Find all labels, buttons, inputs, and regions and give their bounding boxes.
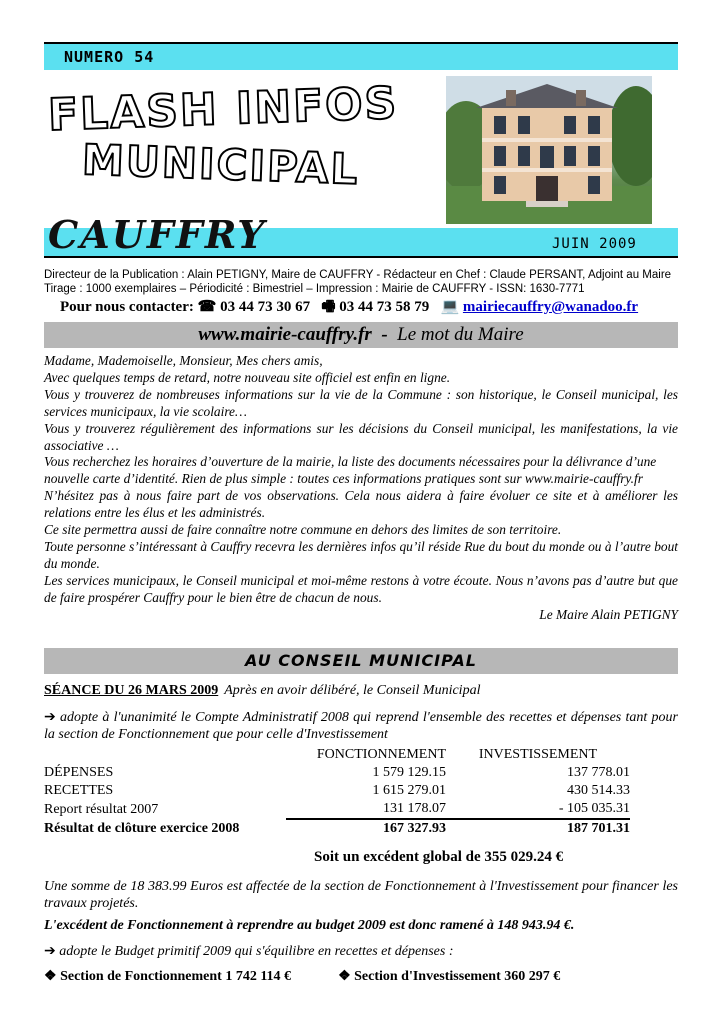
conseil-heading: [44, 648, 678, 674]
total-fonctionnement: 167 327.93: [286, 819, 446, 838]
letter-paragraph: Avec quelques temps de retard, notre nouveau site officiel est enfin en ligne.: [44, 369, 451, 385]
adopt-compte-administratif: [44, 709, 678, 743]
mot-du-maire-heading: [44, 322, 678, 348]
contact-label: Pour nous contacter:: [60, 299, 194, 315]
global-surplus: Soit un excédent global de 355 029.24 €: [314, 849, 564, 865]
seance-label: SÉANCE DU 26 MARS 2009: [44, 683, 219, 698]
letter-paragraph: Vous y trouverez régulièrement des informations sur les décisions du Conseil municipal, les manifestations, la vie associative …: [44, 420, 678, 453]
letter-paragraph: Madame, Mademoiselle, Monsieur, Mes chers amis,: [44, 353, 323, 368]
letter-paragraph: Vous recherchez les horaires d’ouverture de la mairie, la liste des documents nécessaires pour la délivrance d’une nouvelle carte d’identité. Rien de plus simple : toutes ces informations pratiques sont sur www.mairie-cauffry.fr: [44, 454, 657, 487]
letter-paragraph: Toute personne s’intéressant à Cauffry recevra les dernières infos qu’il réside Rue du bout du monde ou à l’autre bout du monde.: [44, 538, 678, 571]
heading-separator: -: [381, 324, 388, 345]
conseil-heading-text: AU CONSEIL MUNICIPAL: [245, 651, 477, 670]
budget-sections: [44, 968, 560, 985]
row-label: DÉPENSES: [44, 765, 114, 780]
seance-line: [44, 683, 480, 699]
surplus-note: L'excédent de Fonctionnement à reprendre au budget 2009 est donc ramené à 148 943.94 €.: [44, 918, 575, 933]
issue-date: JUIN 2009: [552, 236, 637, 252]
letter-paragraph: N’hésitez pas à nous faire part de vos observations. Cela nous aidera à faire évoluer ce site et à améliorer les relations entre les élus et les administrés.: [44, 488, 678, 521]
table-header-row: [44, 746, 630, 764]
cell-investissement: 430 514.33: [567, 783, 630, 798]
col-header-investissement: INVESTISSEMENT: [478, 747, 598, 762]
total-label: Résultat de clôture exercice 2008: [44, 820, 240, 836]
seance-text: Après en avoir délibéré, le Conseil Municipal: [224, 683, 481, 698]
fax-number: 03 44 73 58 79: [339, 299, 430, 315]
table-row: [44, 764, 630, 782]
site-url[interactable]: www.mairie-cauffry.fr: [198, 324, 372, 345]
table-row: [44, 800, 630, 819]
diamond-icon: ❖: [44, 969, 57, 984]
cell-investissement: 137 778.01: [567, 765, 630, 780]
heading-title: Le mot du Maire: [397, 324, 524, 345]
masthead-title-line1: FLASH INFOS: [47, 77, 400, 142]
cell-fonctionnement: 1 579 129.15: [372, 765, 446, 780]
phone-icon: ☎: [197, 299, 217, 315]
letter-paragraph: Vous y trouverez de nombreuses informations sur la vie de la Commune : son historique, le Conseil municipal, les services municipaux, la vie scolaire…: [44, 386, 678, 419]
publication-print-info: Tirage : 1000 exemplaires – Périodicité : Bimestriel – Impression : Mairie de CAUFFRY - ISSN: 1630-7771: [44, 283, 585, 295]
town-name: CAUFFRY: [48, 212, 267, 257]
cell-fonctionnement: 1 615 279.01: [372, 783, 446, 798]
masthead-title-line2: MUNICIPAL: [81, 135, 361, 194]
section-investissement: Section d'Investissement 360 297 €: [354, 969, 561, 984]
table-total-row: [44, 819, 630, 838]
fax-icon: 🖷: [321, 299, 336, 315]
table-row: [44, 782, 630, 800]
adopt1-text: adopte à l'unanimité le Compte Administratif 2008 qui reprend l'ensemble des recettes et dépenses tant pour la section de Fonctionnement que pour celle d'Investissement: [44, 710, 678, 742]
issue-bar: [44, 42, 678, 70]
diamond-icon: ❖: [338, 969, 351, 984]
cell-investissement: - 105 035.31: [558, 801, 630, 816]
publication-credits: Directeur de la Publication : Alain PETIGNY, Maire de CAUFFRY - Rédacteur en Chef : Claude PERSANT, Adjoint au Maire: [44, 269, 672, 281]
town-hall-photo: [446, 76, 652, 224]
contact-line: [60, 296, 638, 321]
section-fonctionnement: Section de Fonctionnement 1 742 114 €: [60, 969, 292, 984]
mayor-letter: [44, 353, 678, 624]
letter-paragraph: Les services municipaux, le Conseil municipal et moi-même restons à votre écoute. Nous n’avons pas d’autre but que de faire prospérer Cauffry pour le bien être de chacun de nous.: [44, 572, 678, 605]
allocation-note: Une somme de 18 383.99 Euros est affectée de la section de Fonctionnement à l'Investissement pour financer les travaux projetés.: [44, 879, 678, 911]
cell-fonctionnement: 131 178.07: [383, 801, 446, 816]
building-illustration: [446, 76, 652, 224]
computer-icon: 💻: [440, 299, 460, 315]
financial-table: [44, 746, 630, 838]
row-label: RECETTES: [44, 783, 114, 798]
arrow-right-icon: ➔: [44, 710, 56, 725]
arrow-right-icon: ➔: [44, 944, 56, 959]
phone-number[interactable]: 03 44 73 30 67: [220, 299, 311, 315]
col-header-fonctionnement: FONCTIONNEMENT: [316, 747, 446, 762]
row-label: Report résultat 2007: [44, 801, 159, 817]
issue-number: NUMERO 54: [64, 48, 155, 66]
adopt-budget: [44, 943, 678, 960]
letter-paragraph: Ce site permettra aussi de faire connaître notre commune en dehors des limites de son territoire.: [44, 522, 562, 538]
email-link[interactable]: mairiecauffry@wanadoo.fr: [462, 299, 639, 315]
total-investissement: 187 701.31: [446, 819, 630, 838]
adopt2-text: adopte le Budget primitif 2009 qui s'équilibre en recettes et dépenses :: [59, 944, 454, 959]
mayor-signature: Le Maire Alain PETIGNY: [539, 606, 678, 622]
